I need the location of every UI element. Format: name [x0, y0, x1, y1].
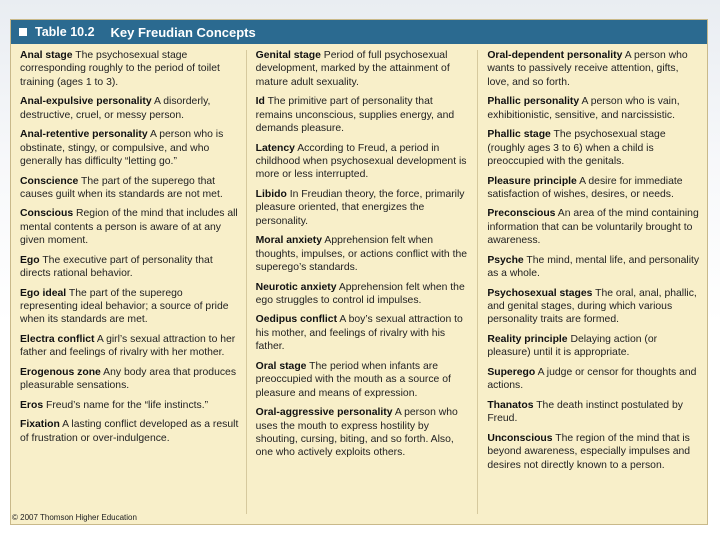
- glossary-entry: [487, 287, 701, 327]
- glossary-definition: A girl’s sexual attraction to her father and feelings of rivalry with her mother.: [20, 333, 236, 359]
- glossary-term: Psychosexual stages: [487, 287, 593, 299]
- glossary-definition: A person who is vain, exhibitionistic, sensitive, and narcissistic.: [487, 96, 680, 121]
- glossary-entry: [20, 254, 240, 281]
- glossary-term: Ego: [20, 254, 40, 266]
- glossary-definition: A person who wants to passively receive attention, gifts, love, and so forth.: [487, 50, 688, 88]
- glossary-entry: [20, 49, 240, 89]
- glossary-term: Thanatos: [487, 399, 534, 411]
- glossary-entry: [20, 366, 240, 393]
- glossary-entry: [487, 207, 701, 247]
- glossary-term: Phallic personality: [487, 96, 580, 108]
- glossary-definition: Freud’s name for the “life instincts.”: [46, 399, 209, 411]
- column-1: [11, 46, 246, 524]
- glossary-definition: The executive part of personality that directs rational behavior.: [20, 254, 213, 280]
- glossary-entry: [20, 399, 240, 412]
- table-columns: [11, 46, 707, 524]
- glossary-term: Oral stage: [255, 360, 307, 372]
- glossary-entry: [256, 313, 472, 353]
- table-number: Table 10.2: [35, 25, 95, 39]
- glossary-definition: The period when infants are preoccupied with the mouth as a source of pleasure and means of expression.: [255, 360, 451, 399]
- glossary-entry: [256, 360, 472, 400]
- glossary-definition: The death instinct postulated by Freud.: [487, 399, 683, 425]
- glossary-definition: Any body area that produces pleasurable sensations.: [20, 366, 237, 392]
- glossary-term: Preconscious: [487, 208, 556, 220]
- glossary-term: Moral anxiety: [255, 235, 323, 247]
- glossary-entry: [20, 95, 240, 122]
- glossary-definition: A judge or censor for thoughts and actions.: [487, 366, 697, 392]
- glossary-entry: [487, 366, 701, 393]
- glossary-definition: Delaying action (or pleasure) until it is appropriate.: [487, 333, 658, 359]
- glossary-definition: A person who uses the mouth to express hostility by shouting, cursing, biting, and so forth. Also, one who actively exploits others.: [255, 407, 458, 459]
- concepts-table: [10, 19, 708, 525]
- glossary-definition: A lasting conflict developed as a result of frustration or over-indulgence.: [20, 419, 239, 444]
- glossary-term: Oedipus conflict: [255, 314, 338, 326]
- glossary-term: Latency: [255, 142, 295, 154]
- glossary-term: Anal stage: [20, 50, 73, 61]
- glossary-definition: The part of the superego representing ideal behavior; a source of pride when its standards are met.: [20, 287, 229, 326]
- glossary-definition: In Freudian theory, the force, primarily pleasure oriented, that energizes the personality.: [255, 188, 465, 227]
- glossary-definition: The psychosexual stage corresponding roughly to the period of toilet training (ages 1 to 3).: [20, 50, 220, 88]
- glossary-entry: [20, 128, 240, 168]
- glossary-entry: [256, 142, 472, 182]
- glossary-term: Conscience: [20, 175, 79, 187]
- glossary-definition: The oral, anal, phallic, and genital stages, during which various personality traits are formed.: [487, 287, 697, 326]
- glossary-entry: [20, 418, 240, 445]
- glossary-entry: [487, 333, 701, 360]
- glossary-entry: [487, 128, 701, 168]
- glossary-definition: Period of full psychosexual development, marked by the attainment of mature adult sexuality.: [255, 50, 450, 88]
- glossary-term: Fixation: [20, 419, 60, 431]
- glossary-entry: [487, 175, 701, 202]
- glossary-term: Eros: [20, 399, 44, 411]
- copyright-notice: © 2007 Thomson Higher Education: [12, 513, 137, 522]
- glossary-definition: A person who is obstinate, stingy, or compulsive, and who generally has difficulty “letting go.”: [20, 129, 224, 168]
- glossary-entry: [20, 207, 240, 247]
- glossary-entry: [256, 95, 472, 135]
- glossary-term: Anal-retentive personality: [20, 129, 148, 141]
- glossary-definition: The mind, mental life, and personality as a whole.: [487, 254, 700, 280]
- glossary-term: Genital stage: [255, 50, 321, 61]
- glossary-definition: The primitive part of personality that remains unconscious, supplies energy, and demands pleasure.: [255, 96, 455, 135]
- column-3: [478, 46, 707, 524]
- glossary-entry: [256, 49, 472, 89]
- glossary-term: Libido: [255, 188, 287, 200]
- glossary-entry: [487, 49, 701, 89]
- glossary-entry: [256, 188, 472, 228]
- glossary-term: Oral-dependent personality: [487, 50, 623, 61]
- glossary-definition: A disorderly, destructive, cruel, or messy person.: [20, 96, 211, 121]
- glossary-definition: The region of the mind that is beyond awareness, especially impulses and desires not directly known to a person.: [487, 432, 691, 471]
- table-title: Key Freudian Concepts: [110, 24, 256, 40]
- glossary-entry: [256, 281, 472, 308]
- glossary-term: Electra conflict: [20, 333, 95, 345]
- glossary-entry: [487, 399, 701, 426]
- square-bullet-icon: [19, 28, 27, 36]
- glossary-term: Ego ideal: [20, 287, 67, 299]
- glossary-entry: [487, 432, 701, 472]
- column-2: [247, 46, 478, 524]
- glossary-term: Psyche: [487, 254, 524, 266]
- glossary-entry: [256, 234, 472, 274]
- glossary-term: Erogenous zone: [20, 366, 101, 378]
- glossary-term: Anal-expulsive personality: [20, 96, 152, 108]
- glossary-entry: [487, 95, 701, 122]
- glossary-term: Phallic stage: [487, 129, 551, 141]
- glossary-definition: An area of the mind containing information that can be voluntarily brought to awareness.: [487, 208, 699, 247]
- glossary-definition: The psychosexual stage (roughly ages 3 to 6) when a child is preoccupied with the genitals.: [487, 129, 666, 168]
- glossary-term: Id: [255, 96, 265, 108]
- glossary-definition: A boy’s sexual attraction to his mother, and feelings of rivalry with his father.: [255, 314, 463, 353]
- glossary-term: Reality principle: [487, 333, 568, 345]
- glossary-term: Superego: [487, 366, 536, 378]
- glossary-definition: A desire for immediate satisfaction of wishes, desires, or needs.: [487, 175, 683, 200]
- glossary-definition: The part of the superego that causes guilt when its standards are not met.: [20, 175, 223, 200]
- glossary-entry: [487, 254, 701, 281]
- glossary-term: Oral-aggressive personality: [255, 407, 393, 419]
- glossary-term: Neurotic anxiety: [255, 281, 337, 293]
- glossary-entry: [20, 333, 240, 360]
- glossary-entry: [20, 287, 240, 327]
- glossary-term: Unconscious: [487, 432, 553, 444]
- glossary-term: Conscious: [20, 208, 74, 220]
- glossary-definition: According to Freud, a period in childhood when psychosexual development is more or less interrupted.: [255, 142, 467, 181]
- table-header: [11, 20, 707, 44]
- glossary-entry: [20, 175, 240, 202]
- glossary-definition: Apprehension felt when the ego struggles to control id impulses.: [255, 281, 465, 306]
- glossary-entry: [256, 406, 472, 460]
- glossary-definition: Apprehension felt when thoughts, impulses, or actions conflict with the superego’s standards.: [255, 235, 468, 274]
- glossary-term: Pleasure principle: [487, 175, 577, 187]
- glossary-definition: Region of the mind that includes all mental contents a person is aware of at any given moment.: [20, 208, 238, 247]
